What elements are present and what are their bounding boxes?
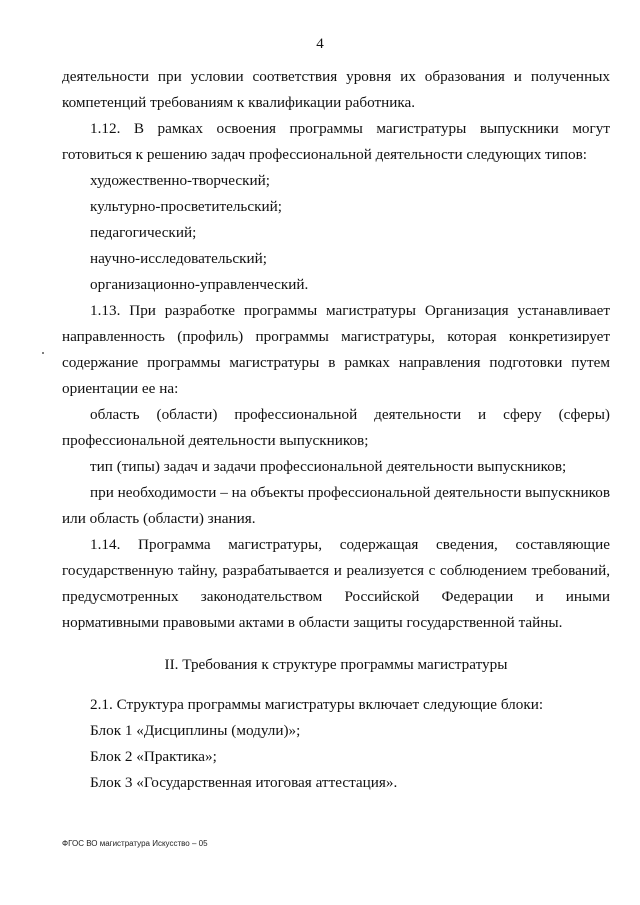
paragraph-2-1: 2.1. Структура программы магистратуры включает следующие блоки:	[90, 696, 544, 713]
paragraph-1-13-c: при необходимости – на объекты профессиональной деятельности выпускников или область (области) знания.	[62, 484, 610, 527]
paragraph-1-14: 1.14. Программа магистратуры, содержащая сведения, составляющие государственную тайну, разрабатывается и реализуется с соблюдением требований, предусмотренных законодательством Российской Федерации и иными нормативными правовыми актами в области защиты государственной тайны.	[62, 536, 610, 631]
list-item: Блок 3 «Государственная итоговая аттестация».	[90, 774, 398, 791]
blocks-list	[62, 718, 610, 796]
document-footer: ФГОС ВО магистратура Искусство – 05	[62, 839, 208, 848]
list-item: культурно-просветительский;	[90, 198, 282, 215]
scan-speck	[42, 352, 44, 354]
list-item: педагогический;	[90, 224, 197, 241]
list-item: Блок 1 «Дисциплины (модули)»;	[90, 722, 301, 739]
list-item: научно-исследовательский;	[90, 250, 267, 267]
paragraph-1-13: 1.13. При разработке программы магистратуры Организация устанавливает направленность (профиль) программы магистратуры, которая конкретизирует содержание программы магистратуры в рамках направления подготовки путем ориентации ее на:	[62, 302, 610, 397]
paragraph-1-13-b: тип (типы) задач и задачи профессиональной деятельности выпускников;	[90, 458, 567, 475]
paragraph-1-12: 1.12. В рамках освоения программы магистратуры выпускники могут готовиться к решению задач профессиональной деятельности следующих типов:	[62, 120, 610, 163]
section-heading: II. Требования к структуре программы магистратуры	[164, 656, 508, 673]
activity-types-list	[62, 168, 610, 298]
document-body	[62, 64, 610, 796]
page-number: 4	[316, 36, 324, 52]
list-item: Блок 2 «Практика»;	[90, 748, 217, 765]
list-item: организационно-управленческий.	[90, 276, 309, 293]
paragraph-1-13-a: область (области) профессиональной деятельности и сферу (сферы) профессиональной деятельности выпускников;	[62, 406, 610, 449]
list-item: художественно-творческий;	[90, 172, 270, 189]
paragraph-continuation: деятельности при условии соответствия уровня их образования и полученных компетенций требованиям к квалификации работника.	[62, 68, 610, 111]
